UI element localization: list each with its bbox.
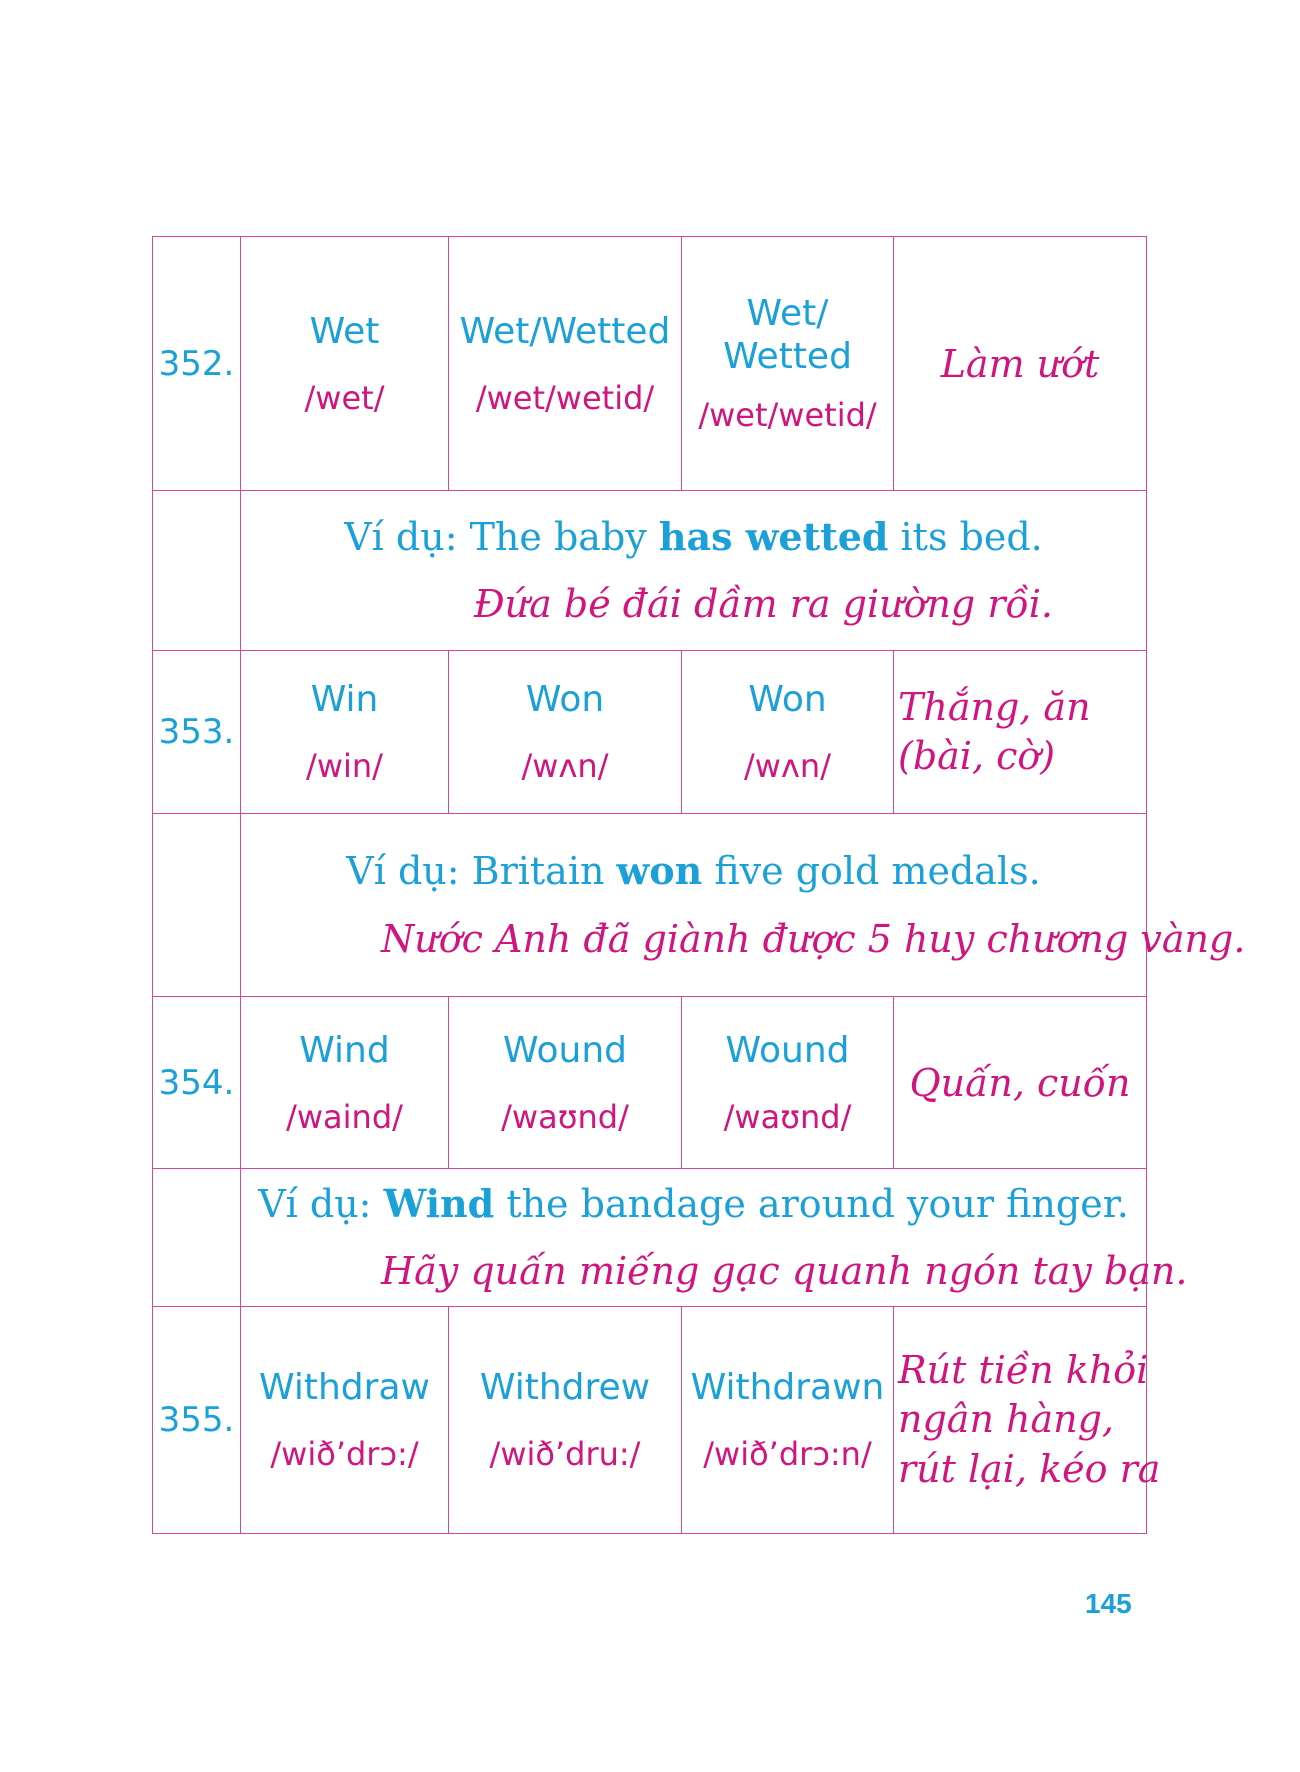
example-prefix: Ví dụ: (346, 849, 460, 894)
meaning-line: rút lại, kéo ra (898, 1446, 1161, 1491)
meaning-line: (bài, cờ) (898, 734, 1056, 778)
example-row (153, 1169, 1147, 1307)
past-form-cell (449, 651, 682, 814)
meaning: Làm ướt (894, 237, 1147, 491)
table-row (153, 651, 1147, 814)
past-form-cell (449, 997, 682, 1169)
past-participle-cell (682, 651, 894, 814)
example-cell (241, 814, 1246, 997)
past-participle-ipa: /wet/wetid/ (698, 396, 877, 435)
example-verb: has wetted (658, 513, 889, 559)
example-text: its bed. (888, 514, 1043, 559)
entry-number: 352. (153, 237, 241, 491)
example-text: The baby (457, 514, 659, 559)
meaning-line: Thắng, ăn (898, 684, 1091, 729)
example-verb: Wind (383, 1180, 495, 1226)
past-form: Won (525, 679, 605, 721)
past-participle: Withdrawn (690, 1367, 885, 1409)
past-form-ipa: /waʊnd/ (501, 1097, 629, 1136)
base-form: Wet (309, 310, 380, 352)
past-form-cell (449, 1307, 682, 1534)
example-text: the bandage around your finger. (494, 1181, 1129, 1226)
past-participle-ipa: /wiðʼdrɔ:n/ (703, 1435, 872, 1474)
example-text: five gold medals. (702, 849, 1041, 894)
meaning (894, 1307, 1161, 1534)
base-form-cell (241, 651, 449, 814)
example-cell (241, 491, 1147, 651)
irregular-verbs-table (152, 236, 1246, 1534)
base-form: Wind (299, 1029, 390, 1071)
past-participle: Won (748, 679, 827, 721)
meaning-line: Rút tiền khỏi (898, 1347, 1149, 1392)
base-form-ipa: /waind/ (286, 1097, 403, 1136)
entry-number: 353. (153, 651, 241, 814)
base-form: Withdraw (259, 1367, 430, 1409)
past-form-ipa: /wiðʼdru:/ (489, 1435, 641, 1474)
table-row (153, 997, 1147, 1169)
base-form-ipa: /wiðʼdrɔ:/ (270, 1435, 419, 1474)
example-translation: Nước Anh đã giành được 5 huy chương vàng. (381, 916, 1246, 961)
empty-cell (153, 814, 241, 997)
example-prefix: Ví dụ: (344, 514, 458, 559)
past-form: Withdrew (479, 1367, 651, 1409)
example-cell (241, 1169, 1188, 1307)
past-form-ipa: /wet/wetid/ (475, 378, 655, 417)
entry-number: 355. (153, 1307, 241, 1534)
example-prefix: Ví dụ: (258, 1181, 372, 1226)
example-row (153, 491, 1147, 651)
base-form-cell (241, 1307, 449, 1534)
base-form-cell (241, 237, 449, 491)
past-participle-cell (682, 1307, 894, 1534)
example-text (371, 1182, 383, 1226)
past-participle: Wound (725, 1029, 850, 1071)
example-text: Britain (459, 849, 617, 894)
example-sentence (241, 846, 1146, 896)
entry-number: 354. (153, 997, 241, 1169)
page-number: 145 (1085, 1588, 1132, 1619)
past-form-cell (449, 237, 682, 491)
past-participle-cell (682, 237, 894, 491)
table-row (153, 1307, 1147, 1534)
past-participle: Wet/ Wetted (723, 293, 852, 378)
meaning-line: ngân hàng, (898, 1397, 1115, 1442)
past-form: Wet/Wetted (459, 310, 671, 352)
past-participle-cell (682, 997, 894, 1169)
example-translation: Đứa bé đái dầm ra giường rồi. (474, 582, 1053, 626)
meaning: Quấn, cuốn (894, 997, 1147, 1169)
past-participle-ipa: /wʌn/ (744, 747, 831, 786)
empty-cell (153, 1169, 241, 1307)
past-participle-ipa: /waʊnd/ (723, 1097, 852, 1136)
example-sentence (241, 512, 1146, 562)
meaning (894, 651, 1147, 814)
example-sentence (241, 1179, 1146, 1229)
example-translation: Hãy quấn miếng gạc quanh ngón tay bạn. (381, 1249, 1188, 1293)
table-row (153, 237, 1147, 491)
base-form-cell (241, 997, 449, 1169)
past-form: Wound (503, 1029, 627, 1071)
base-form: Win (310, 679, 379, 721)
past-form-ipa: /wʌn/ (521, 747, 609, 786)
example-row (153, 814, 1147, 997)
base-form-ipa: /win/ (306, 747, 383, 786)
base-form-ipa: /wet/ (304, 378, 385, 417)
example-verb: won (616, 848, 703, 894)
empty-cell (153, 491, 241, 651)
